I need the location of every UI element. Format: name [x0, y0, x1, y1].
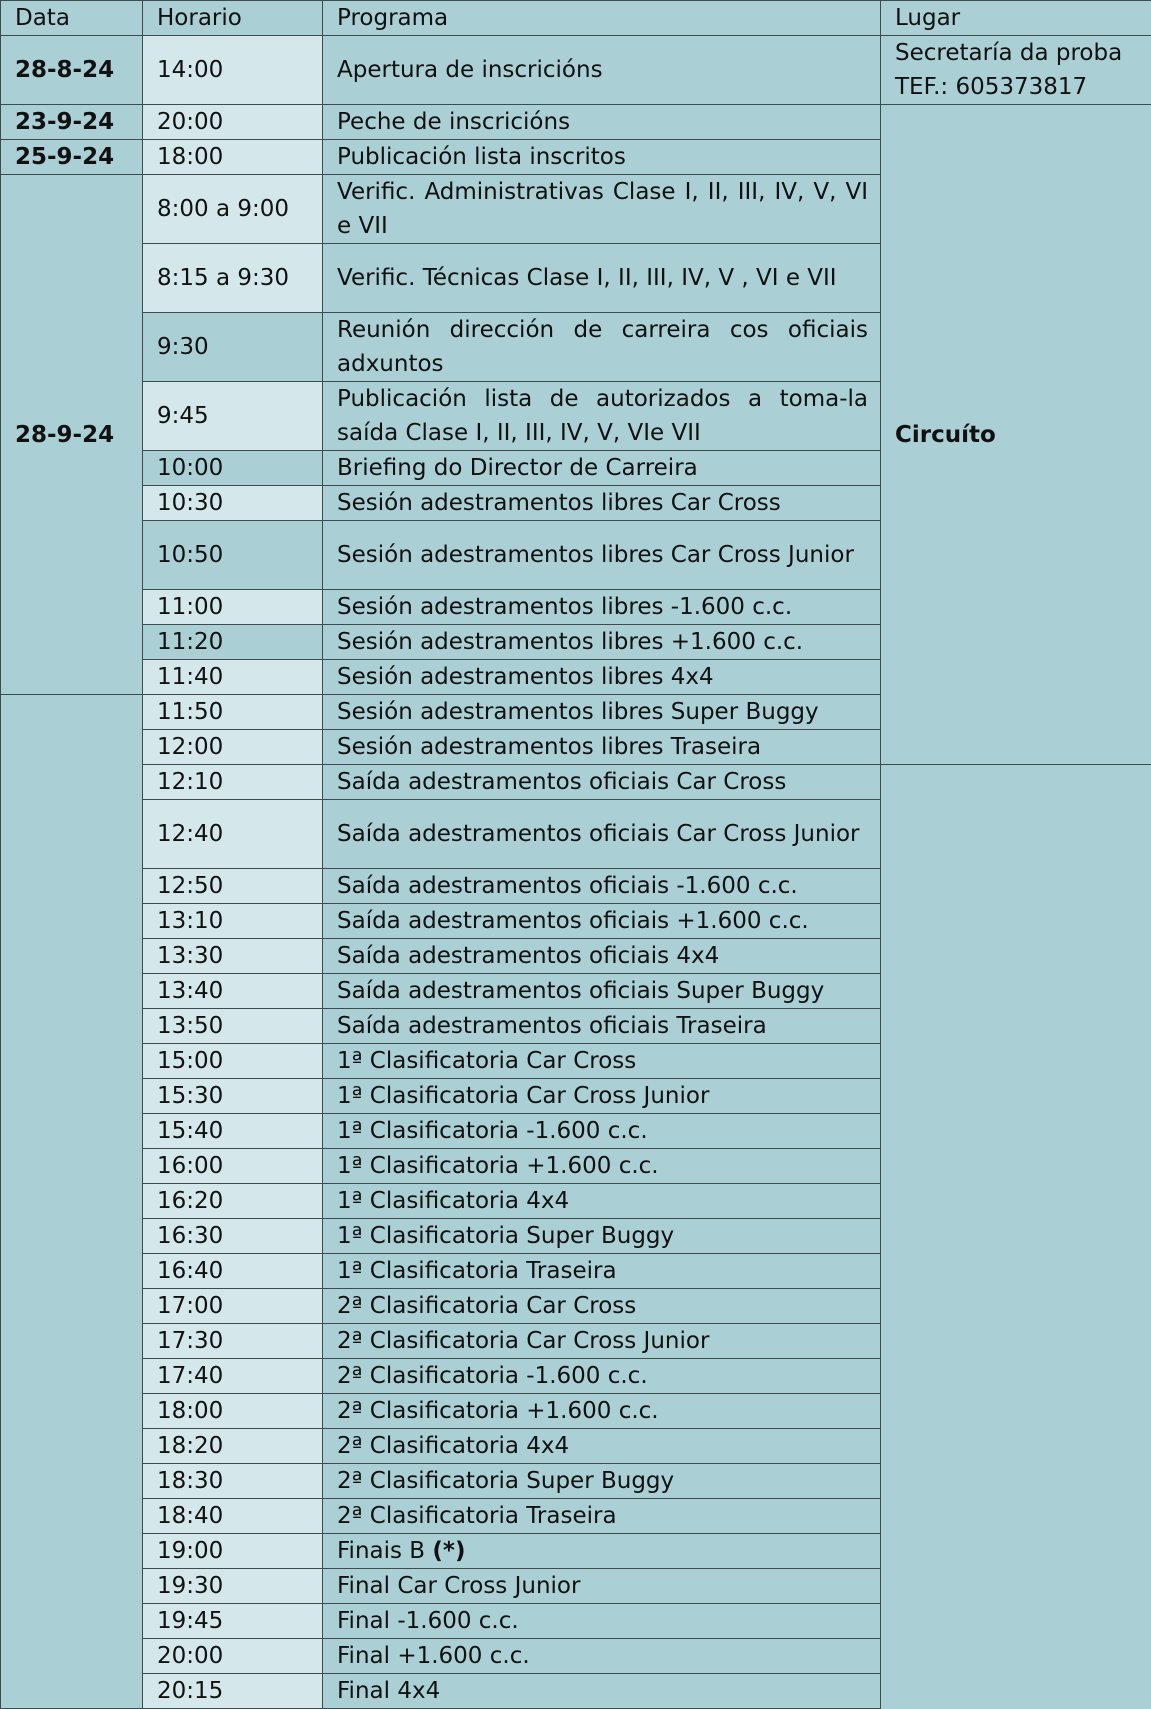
program-cell: Publicación lista inscritos: [323, 140, 881, 175]
time-cell: 15:30: [143, 1079, 323, 1114]
table-row: [1, 1254, 1151, 1289]
program-text: Finais B: [337, 1538, 432, 1564]
header-time: Horario: [143, 1, 323, 36]
table-row: [1, 1114, 1151, 1149]
program-cell: Saída adestramentos oficiais Traseira: [323, 1009, 881, 1044]
time-cell: 16:40: [143, 1254, 323, 1289]
date-cell: 23-9-24: [1, 105, 143, 140]
header-program: Programa: [323, 1, 881, 36]
time-cell: 12:50: [143, 869, 323, 904]
program-cell: Final Car Cross Junior: [323, 1569, 881, 1604]
table-row: [1, 1394, 1151, 1429]
program-cell: Sesión adestramentos libres 4x4: [323, 660, 881, 695]
program-cell: Reunión dirección de carreira cos oficiais adxuntos: [323, 313, 881, 382]
time-cell: 15:00: [143, 1044, 323, 1079]
program-cell: Sesión adestramentos libres -1.600 c.c.: [323, 590, 881, 625]
time-cell: 18:00: [143, 140, 323, 175]
date-cell: 28-8-24: [1, 36, 143, 105]
place-secretaria: [881, 36, 1151, 105]
program-cell: 2ª Clasificatoria Car Cross Junior: [323, 1324, 881, 1359]
program-cell: 1ª Clasificatoria Traseira: [323, 1254, 881, 1289]
time-cell: 13:10: [143, 904, 323, 939]
program-cell: Saída adestramentos oficiais +1.600 c.c.: [323, 904, 881, 939]
program-cell: 2ª Clasificatoria Traseira: [323, 1499, 881, 1534]
time-cell: 9:45: [143, 382, 323, 451]
program-cell: Sesión adestramentos libres Car Cross: [323, 486, 881, 521]
time-cell: 17:00: [143, 1289, 323, 1324]
program-cell: 1ª Clasificatoria +1.600 c.c.: [323, 1149, 881, 1184]
table-row: [1, 1289, 1151, 1324]
table-row: [1, 1604, 1151, 1639]
program-cell: Final 4x4: [323, 1674, 881, 1709]
program-cell: Saída adestramentos oficiais Super Buggy: [323, 974, 881, 1009]
time-cell: 16:00: [143, 1149, 323, 1184]
time-cell: 8:00 a 9:00: [143, 175, 323, 244]
program-cell: 2ª Clasificatoria 4x4: [323, 1429, 881, 1464]
time-cell: 17:40: [143, 1359, 323, 1394]
program-cell: 1ª Clasificatoria 4x4: [323, 1184, 881, 1219]
program-cell: Saída adestramentos oficiais -1.600 c.c.: [323, 869, 881, 904]
time-cell: 12:10: [143, 765, 323, 800]
program-cell: 2ª Clasificatoria Super Buggy: [323, 1464, 881, 1499]
table-row: [1, 1009, 1151, 1044]
table-row: [1, 36, 1151, 105]
program-cell: 1ª Clasificatoria -1.600 c.c.: [323, 1114, 881, 1149]
program-cell: 2ª Clasificatoria +1.600 c.c.: [323, 1394, 881, 1429]
time-cell: 10:30: [143, 486, 323, 521]
program-cell: 2ª Clasificatoria -1.600 c.c.: [323, 1359, 881, 1394]
program-cell: Saída adestramentos oficiais 4x4: [323, 939, 881, 974]
table-row: [1, 1639, 1151, 1674]
table-row: [1, 904, 1151, 939]
time-cell: 19:30: [143, 1569, 323, 1604]
time-cell: 11:20: [143, 625, 323, 660]
time-cell: 17:30: [143, 1324, 323, 1359]
place-secretaria-name: Secretaría da proba: [895, 36, 1139, 70]
date-cell: 25-9-24: [1, 140, 143, 175]
program-cell: Sesión adestramentos libres Traseira: [323, 730, 881, 765]
program-cell: 2ª Clasificatoria Car Cross: [323, 1289, 881, 1324]
time-cell: 8:15 a 9:30: [143, 244, 323, 313]
program-cell: Apertura de inscricións: [323, 36, 881, 105]
program-cell: Peche de inscricións: [323, 105, 881, 140]
program-cell: 1ª Clasificatoria Super Buggy: [323, 1219, 881, 1254]
time-cell: 11:50: [143, 695, 323, 730]
time-cell: 12:00: [143, 730, 323, 765]
program-cell: 1ª Clasificatoria Car Cross Junior: [323, 1079, 881, 1114]
table-row: [1, 1534, 1151, 1569]
table-row: [1, 1219, 1151, 1254]
program-cell: Final -1.600 c.c.: [323, 1604, 881, 1639]
time-cell: 13:30: [143, 939, 323, 974]
program-cell: Sesión adestramentos libres Car Cross Junior: [323, 521, 881, 590]
table-row: [1, 1464, 1151, 1499]
time-cell: 18:30: [143, 1464, 323, 1499]
time-cell: 15:40: [143, 1114, 323, 1149]
table-row: [1, 1499, 1151, 1534]
time-cell: 13:50: [143, 1009, 323, 1044]
table-row: [1, 1324, 1151, 1359]
footnote-marker: (*): [432, 1538, 465, 1564]
table-row: [1, 1569, 1151, 1604]
program-cell: [323, 1534, 881, 1569]
time-cell: 16:20: [143, 1184, 323, 1219]
program-cell: Sesión adestramentos libres +1.600 c.c.: [323, 625, 881, 660]
program-cell: Final +1.600 c.c.: [323, 1639, 881, 1674]
time-cell: 18:00: [143, 1394, 323, 1429]
table-row: [1, 1044, 1151, 1079]
time-cell: 10:00: [143, 451, 323, 486]
table-row: [1, 1429, 1151, 1464]
table-row: [1, 105, 1151, 140]
table-row: [1, 1184, 1151, 1219]
time-cell: 18:40: [143, 1499, 323, 1534]
time-cell: 20:00: [143, 1639, 323, 1674]
date-cell-empty: [1, 695, 143, 1709]
program-cell: Verific. Técnicas Clase I, II, III, IV, V , VI e VII: [323, 244, 881, 313]
program-cell: Briefing do Director de Carreira: [323, 451, 881, 486]
time-cell: 19:00: [143, 1534, 323, 1569]
time-cell: 11:40: [143, 660, 323, 695]
time-cell: 20:00: [143, 105, 323, 140]
table-row: [1, 939, 1151, 974]
time-cell: 11:00: [143, 590, 323, 625]
time-cell: 9:30: [143, 313, 323, 382]
table-header-row: [1, 1, 1151, 36]
time-cell: 13:40: [143, 974, 323, 1009]
time-cell: 19:45: [143, 1604, 323, 1639]
place-circuito: Circuíto: [881, 105, 1151, 765]
table-row: [1, 1674, 1151, 1709]
table-row: [1, 1149, 1151, 1184]
table-row: [1, 765, 1151, 800]
time-cell: 14:00: [143, 36, 323, 105]
program-cell: Verific. Administrativas Clase I, II, III, IV, V, VI e VII: [323, 175, 881, 244]
table-row: [1, 869, 1151, 904]
program-cell: Sesión adestramentos libres Super Buggy: [323, 695, 881, 730]
header-date: Data: [1, 1, 143, 36]
time-cell: 12:40: [143, 800, 323, 869]
program-cell: 1ª Clasificatoria Car Cross: [323, 1044, 881, 1079]
header-place: Lugar: [881, 1, 1151, 36]
time-cell: 10:50: [143, 521, 323, 590]
time-cell: 16:30: [143, 1219, 323, 1254]
program-cell: Publicación lista de autorizados a toma-la saída Clase I, II, III, IV, V, VIe VII: [323, 382, 881, 451]
date-cell: 28-9-24: [1, 175, 143, 695]
table-row: [1, 1359, 1151, 1394]
table-row: [1, 974, 1151, 1009]
time-cell: 20:15: [143, 1674, 323, 1709]
program-cell: Saída adestramentos oficiais Car Cross: [323, 765, 881, 800]
table-row: [1, 800, 1151, 869]
place-secretaria-phone: TEF.: 605373817: [895, 70, 1139, 104]
time-cell: 18:20: [143, 1429, 323, 1464]
program-cell: Saída adestramentos oficiais Car Cross Junior: [323, 800, 881, 869]
table-row: [1, 1079, 1151, 1114]
